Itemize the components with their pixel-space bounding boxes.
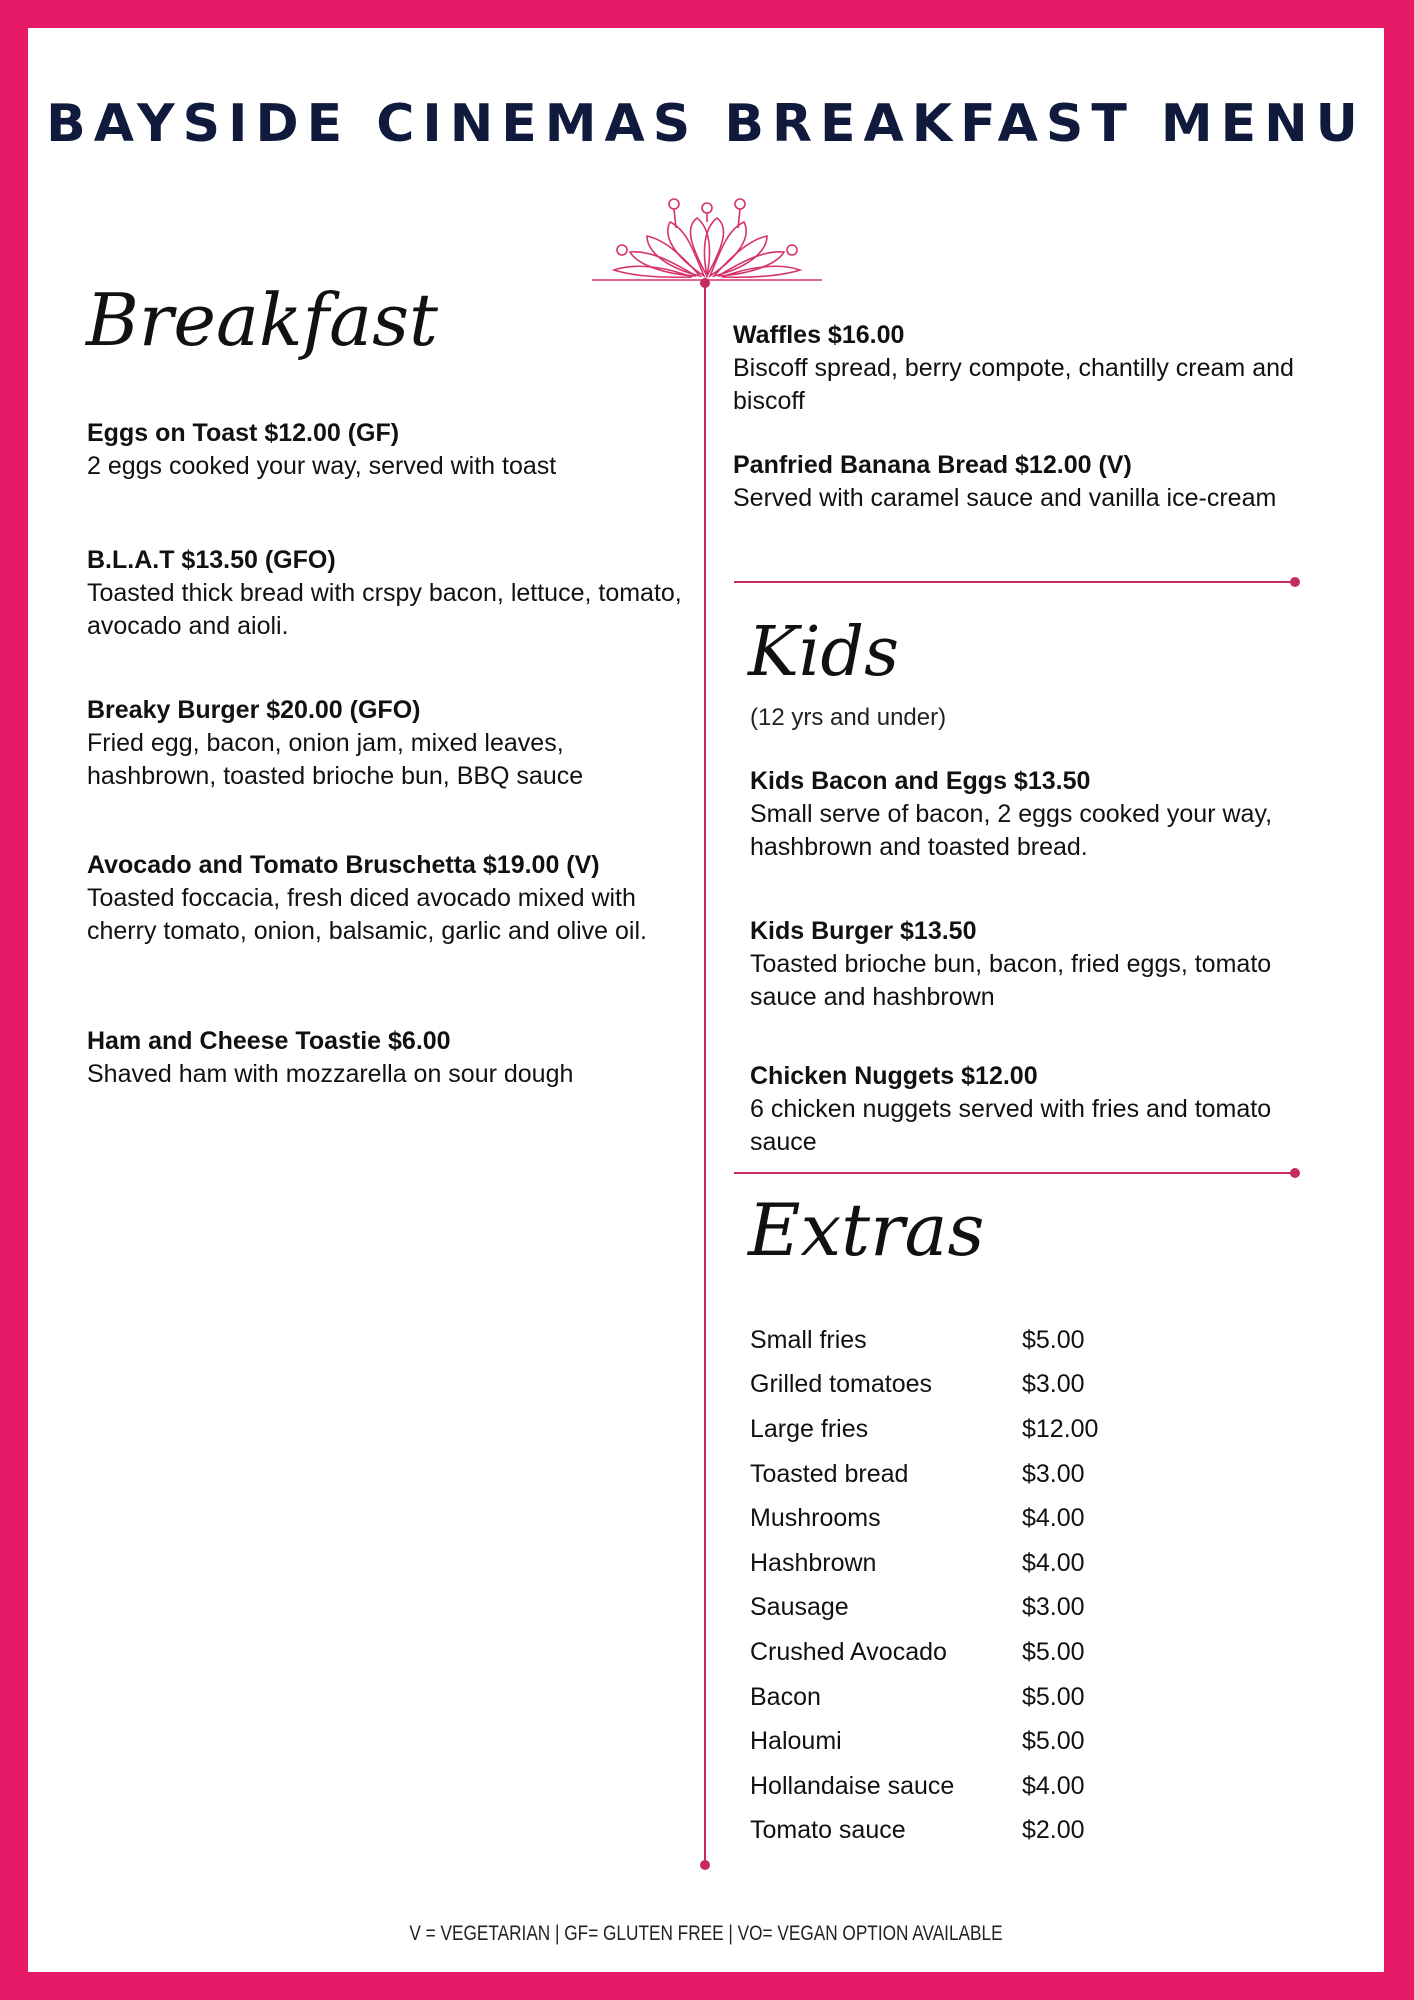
breakfast-heading: Breakfast — [86, 278, 438, 362]
item-description: Toasted thick bread with crspy bacon, lettuce, tomato, avocado and aioli. — [87, 579, 682, 640]
page-title: BAYSIDE CINEMAS BREAKFAST MENU — [46, 94, 1366, 154]
extra-price: $5.00 — [1022, 1637, 1085, 1666]
extra-price: $2.00 — [1022, 1816, 1085, 1845]
item-name: Chicken Nuggets $12.00 — [750, 1062, 1038, 1090]
item-description: 6 chicken nuggets served with fries and tomato sauce — [750, 1095, 1272, 1156]
extra-price: $5.00 — [1022, 1325, 1085, 1354]
extra-price: $5.00 — [1022, 1727, 1085, 1756]
menu-item — [750, 1059, 1310, 1159]
item-description: Served with caramel sauce and vanilla ice-cream — [733, 484, 1277, 512]
divider-dot — [1290, 577, 1300, 587]
extra-name: Hashbrown — [750, 1548, 877, 1577]
extra-price: $5.00 — [1022, 1682, 1085, 1711]
extras-row — [750, 1407, 1290, 1452]
extra-name: Sausage — [750, 1593, 849, 1622]
kids-age-note: (12 yrs and under) — [750, 704, 947, 731]
item-description: Biscoff spread, berry compote, chantilly cream and biscoff — [733, 354, 1294, 415]
extras-row — [750, 1764, 1290, 1809]
item-description: Small serve of bacon, 2 eggs cooked your way, hashbrown and toasted bread. — [750, 800, 1273, 861]
section-divider — [734, 1172, 1296, 1174]
menu-item — [87, 543, 687, 643]
extras-row — [750, 1675, 1290, 1720]
item-description: Toasted foccacia, fresh diced avocado mixed with cherry tomato, onion, balsamic, garlic and olive oil. — [87, 884, 647, 945]
dietary-legend: V = VEGETARIAN | GF= GLUTEN FREE | VO= VEGAN OPTION AVAILABLE — [409, 1922, 1003, 1945]
extra-name: Grilled tomatoes — [750, 1370, 933, 1399]
menu-item — [87, 1024, 687, 1091]
item-name: Panfried Banana Bread $12.00 (V) — [733, 451, 1132, 479]
extra-name: Large fries — [750, 1414, 869, 1443]
extra-name: Small fries — [750, 1325, 867, 1354]
menu-item — [87, 848, 687, 948]
extra-name: Bacon — [750, 1682, 821, 1711]
divider-dot — [700, 1860, 710, 1870]
extra-price: $3.00 — [1022, 1370, 1085, 1399]
item-name: Avocado and Tomato Bruschetta $19.00 (V) — [87, 851, 600, 879]
item-description: 2 eggs cooked your way, served with toast — [87, 452, 557, 480]
extra-price: $3.00 — [1022, 1593, 1085, 1622]
extras-row — [750, 1719, 1290, 1764]
extra-name: Hollandaise sauce — [750, 1771, 955, 1800]
extra-price: $4.00 — [1022, 1504, 1085, 1533]
extras-row — [750, 1318, 1290, 1363]
extras-row — [750, 1586, 1290, 1631]
floral-ornament-icon — [592, 188, 822, 282]
extra-price: $4.00 — [1022, 1771, 1085, 1800]
item-name: B.L.A.T $13.50 (GFO) — [87, 546, 336, 574]
extra-price: $3.00 — [1022, 1459, 1085, 1488]
section-divider — [734, 581, 1296, 583]
extra-price: $4.00 — [1022, 1548, 1085, 1577]
menu-item — [87, 416, 687, 483]
menu-item — [733, 318, 1333, 418]
menu-item — [733, 448, 1333, 515]
item-name: Eggs on Toast $12.00 (GF) — [87, 419, 400, 447]
extras-heading: Extras — [748, 1188, 985, 1272]
divider-dot — [1290, 1168, 1300, 1178]
extra-name: Tomato sauce — [750, 1816, 906, 1845]
extras-row — [750, 1452, 1290, 1497]
item-description: Toasted brioche bun, bacon, fried eggs, tomato sauce and hashbrown — [750, 950, 1272, 1011]
extras-row — [750, 1363, 1290, 1408]
kids-heading: Kids — [748, 613, 899, 692]
column-divider — [704, 282, 706, 1864]
extra-name: Toasted bread — [750, 1459, 909, 1488]
divider-dot — [700, 278, 710, 288]
item-description: Shaved ham with mozzarella on sour dough — [87, 1060, 574, 1088]
menu-item — [87, 693, 687, 793]
extras-row — [750, 1630, 1290, 1675]
extra-name: Crushed Avocado — [750, 1637, 947, 1666]
extras-row — [750, 1496, 1290, 1541]
extra-price: $12.00 — [1022, 1414, 1099, 1443]
item-name: Kids Bacon and Eggs $13.50 — [750, 767, 1091, 795]
menu-item — [750, 914, 1310, 1014]
item-name: Ham and Cheese Toastie $6.00 — [87, 1027, 451, 1055]
menu-page — [28, 28, 1384, 1972]
item-name: Waffles $16.00 — [733, 321, 905, 349]
extra-name: Haloumi — [750, 1727, 842, 1756]
item-description: Fried egg, bacon, onion jam, mixed leaves, hashbrown, toasted brioche bun, BBQ sauce — [87, 729, 584, 790]
extra-name: Mushrooms — [750, 1504, 881, 1533]
extras-list — [750, 1318, 1290, 1853]
extras-row — [750, 1541, 1290, 1586]
menu-item — [750, 764, 1310, 864]
item-name: Breaky Burger $20.00 (GFO) — [87, 696, 421, 724]
item-name: Kids Burger $13.50 — [750, 917, 977, 945]
extras-row — [750, 1809, 1290, 1854]
